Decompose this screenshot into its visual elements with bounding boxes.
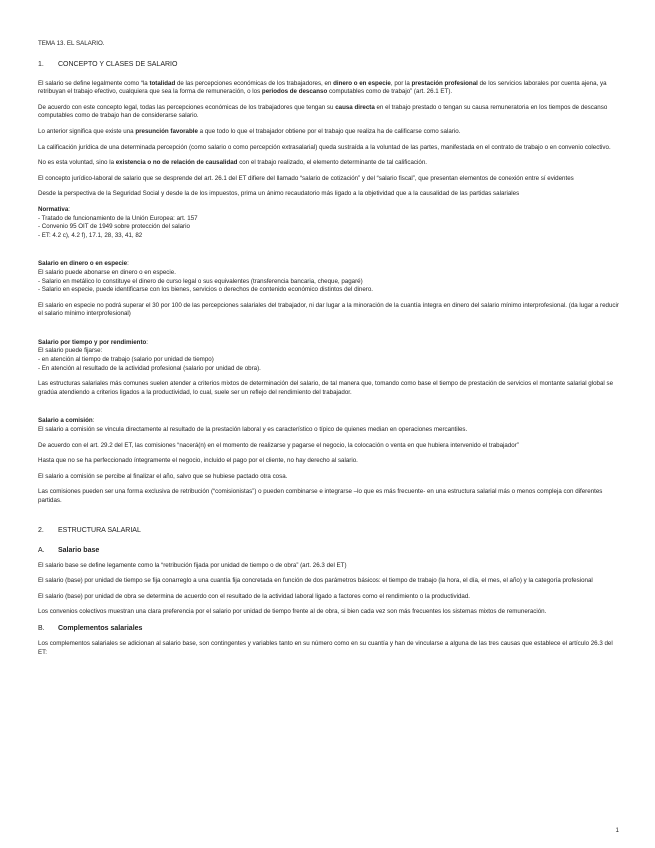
normativa-heading: Normativa: (38, 205, 70, 213)
paragraph: Lo anterior significa que existe una presunción favorable a que todo lo que el trabajador obtiene por el trabajo que realiza ha de calificarse como salario. (38, 127, 461, 135)
paragraph: Hasta que no se ha perfeccionado íntegramente el negocio, incluido el pago por el cliente, no hay derecho al salario. (38, 457, 358, 465)
paragraph: El salario (base) por unidad de obra se determina de acuerdo con el resultado de la actividad laboral ligado a factores como el rendimiento o la productividad. (38, 592, 471, 600)
paragraph: No es esta voluntad, sino la existencia o no de relación de causalidad con el trabajo realizado, el elemento determinante de tal calificación. (38, 159, 427, 167)
list-item: - ET: 4.2 c), 4.2 f), 17.1, 28, 33, 41, 82 (38, 231, 143, 239)
document-title: TEMA 13. EL SALARIO. (38, 40, 105, 47)
paragraph: Los complementos salariales se adicionan al salario base, son contingentes y variables tanto en su número como en su cuantía y han de vincularse a alguna de las tres causas que establece el artículo 26.3 del ET: (38, 639, 613, 656)
paragraph: La calificación jurídica de una determinada percepción (como salario o como percepción extrasalarial) queda sustraída a la voluntad de las partes, manifestada en el contrato de trabajo o en convenio colectivo. (38, 143, 611, 151)
list-item: - Convenio 95 OIT de 1949 sobre protección del salario (38, 223, 190, 231)
paragraph: Las estructuras salariales más comunes suelen atender a criterios mixtos de determinación del salario, de tal manera que, tomando como base el tiempo de prestación de servicios el montante salarial global se gradúa atendiendo a criterios ligados a la productividad, lo cual, suele ser un reflejo del rendimiento del trabajador. (38, 380, 614, 396)
document-body (38, 40, 620, 657)
paragraph: El concepto jurídico-laboral de salario que se desprende del art. 26.1 del ET difiere del llamado “salario de cotización” y del “salario fiscal”, que presentan elementos de conexión entre sí evidentes (38, 174, 574, 182)
paragraph: El salario base se define legamente como la “retribución fijada por unidad de tiempo o de obra” (art. 26.3 del ET) (38, 561, 347, 569)
section-a-heading: A. Salario base (38, 546, 100, 554)
comision-heading: Salario a comisión: (38, 417, 95, 425)
list-item: El salario puede fijarse: (38, 347, 103, 355)
paragraph: El salario se define legalmente como “la totalidad de las percepciones económicas de los trabajadores, en dinero o en especie, por la prestación profesional de los servicios laborales por cuenta ajena, ya retribuyan el trabajo efectivo, cualquiera que sea la forma de remuneración, o los periodos de descanso computables como de trabajo” (art. 26.1 ET). (38, 79, 607, 96)
dinero-heading: Salario en dinero o en especie: (38, 260, 129, 268)
paragraph: De acuerdo con el art. 29.2 del ET, las comisiones “nacerá(n) en el momento de realizarse y pagarse el negocio, la colocación o venta en que hubiera intervenido el trabajador” (38, 441, 519, 449)
paragraph: El salario en especie no podrá superar el 30 por 100 de las percepciones salariales del trabajador, ni dar lugar a la minoración de la cuantía íntegra en dinero del salario mínimo interprofesional. (da lugar a reducir el salario mínimo interprofesional) (38, 301, 619, 318)
tiempo-heading: Salario por tiempo y por rendimiento: (38, 338, 149, 346)
list-item: - En atención al resultado de la actividad profesional (salario por unidad de obra). (38, 364, 261, 372)
page-number: 1 (615, 827, 619, 834)
list-item: - Salario en metálico lo constituye el dinero de curso legal o sus equivalentes (transferencia bancaria, cheque, pagaré) (38, 277, 363, 285)
paragraph: Las comisiones pueden ser una forma exclusiva de retribución (“comisionistas”) o pueden combinarse e integrarse –lo que es más frecuente- en una estructura salarial más o menos compleja con diferentes partidas. (38, 488, 603, 504)
list-item: - en atención al tiempo de trabajo (salario por unidad de tiempo) (38, 356, 214, 364)
section-b-heading: B. Complementos salariales (38, 624, 143, 632)
list-item: El salario puede abonarse en dinero o en especie. (38, 268, 176, 276)
paragraph: Los convenios colectivos muestran una clara preferencia por el salario por unidad de tiempo frente al de obra, si bien cada vez son más frecuentes los sistemas mixtos de remuneración. (38, 608, 547, 616)
paragraph: Desde la perspectiva de la Seguridad Social y desde la de los impuestos, prima un ánimo recaudatorio más ligado a la objetividad que a la causalidad de las partidas salariales (38, 190, 520, 198)
paragraph: El salario a comisión se percibe al finalizar el año, salvo que se hubiese pactado otra cosa. (38, 472, 288, 480)
list-item: - Salario en especie, puede identificarse con los bienes, servicios o derechos de contenido económico distintos del dinero. (38, 286, 374, 294)
paragraph: De acuerdo con este concepto legal, todas las percepciones económicas de los trabajadores que tengan su causa directa en el trabajo prestado o tengan su causa remuneratoria en los tiempos de descanso computables como de trabajo han de considerarse salario. (38, 103, 608, 120)
section-1-heading: 1. CONCEPTO Y CLASES DE SALARIO (38, 60, 178, 68)
paragraph: El salario a comisión se vincula directamente al resultado de la prestación laboral y es característico o típico de quienes median en operaciones mercantiles. (38, 426, 468, 434)
list-item: - Tratado de funcionamiento de la Unión Europea: art. 157 (38, 214, 198, 222)
section-2-heading: 2. ESTRUCTURA SALARIAL (38, 526, 141, 534)
paragraph: El salario (base) por unidad de tiempo se fija conarreglo a una cuantía fija concretada en función de dos parámetros básicos: el tiempo de trabajo (la hora, el día, el mes, el año) y la categoría profesional (38, 577, 593, 585)
